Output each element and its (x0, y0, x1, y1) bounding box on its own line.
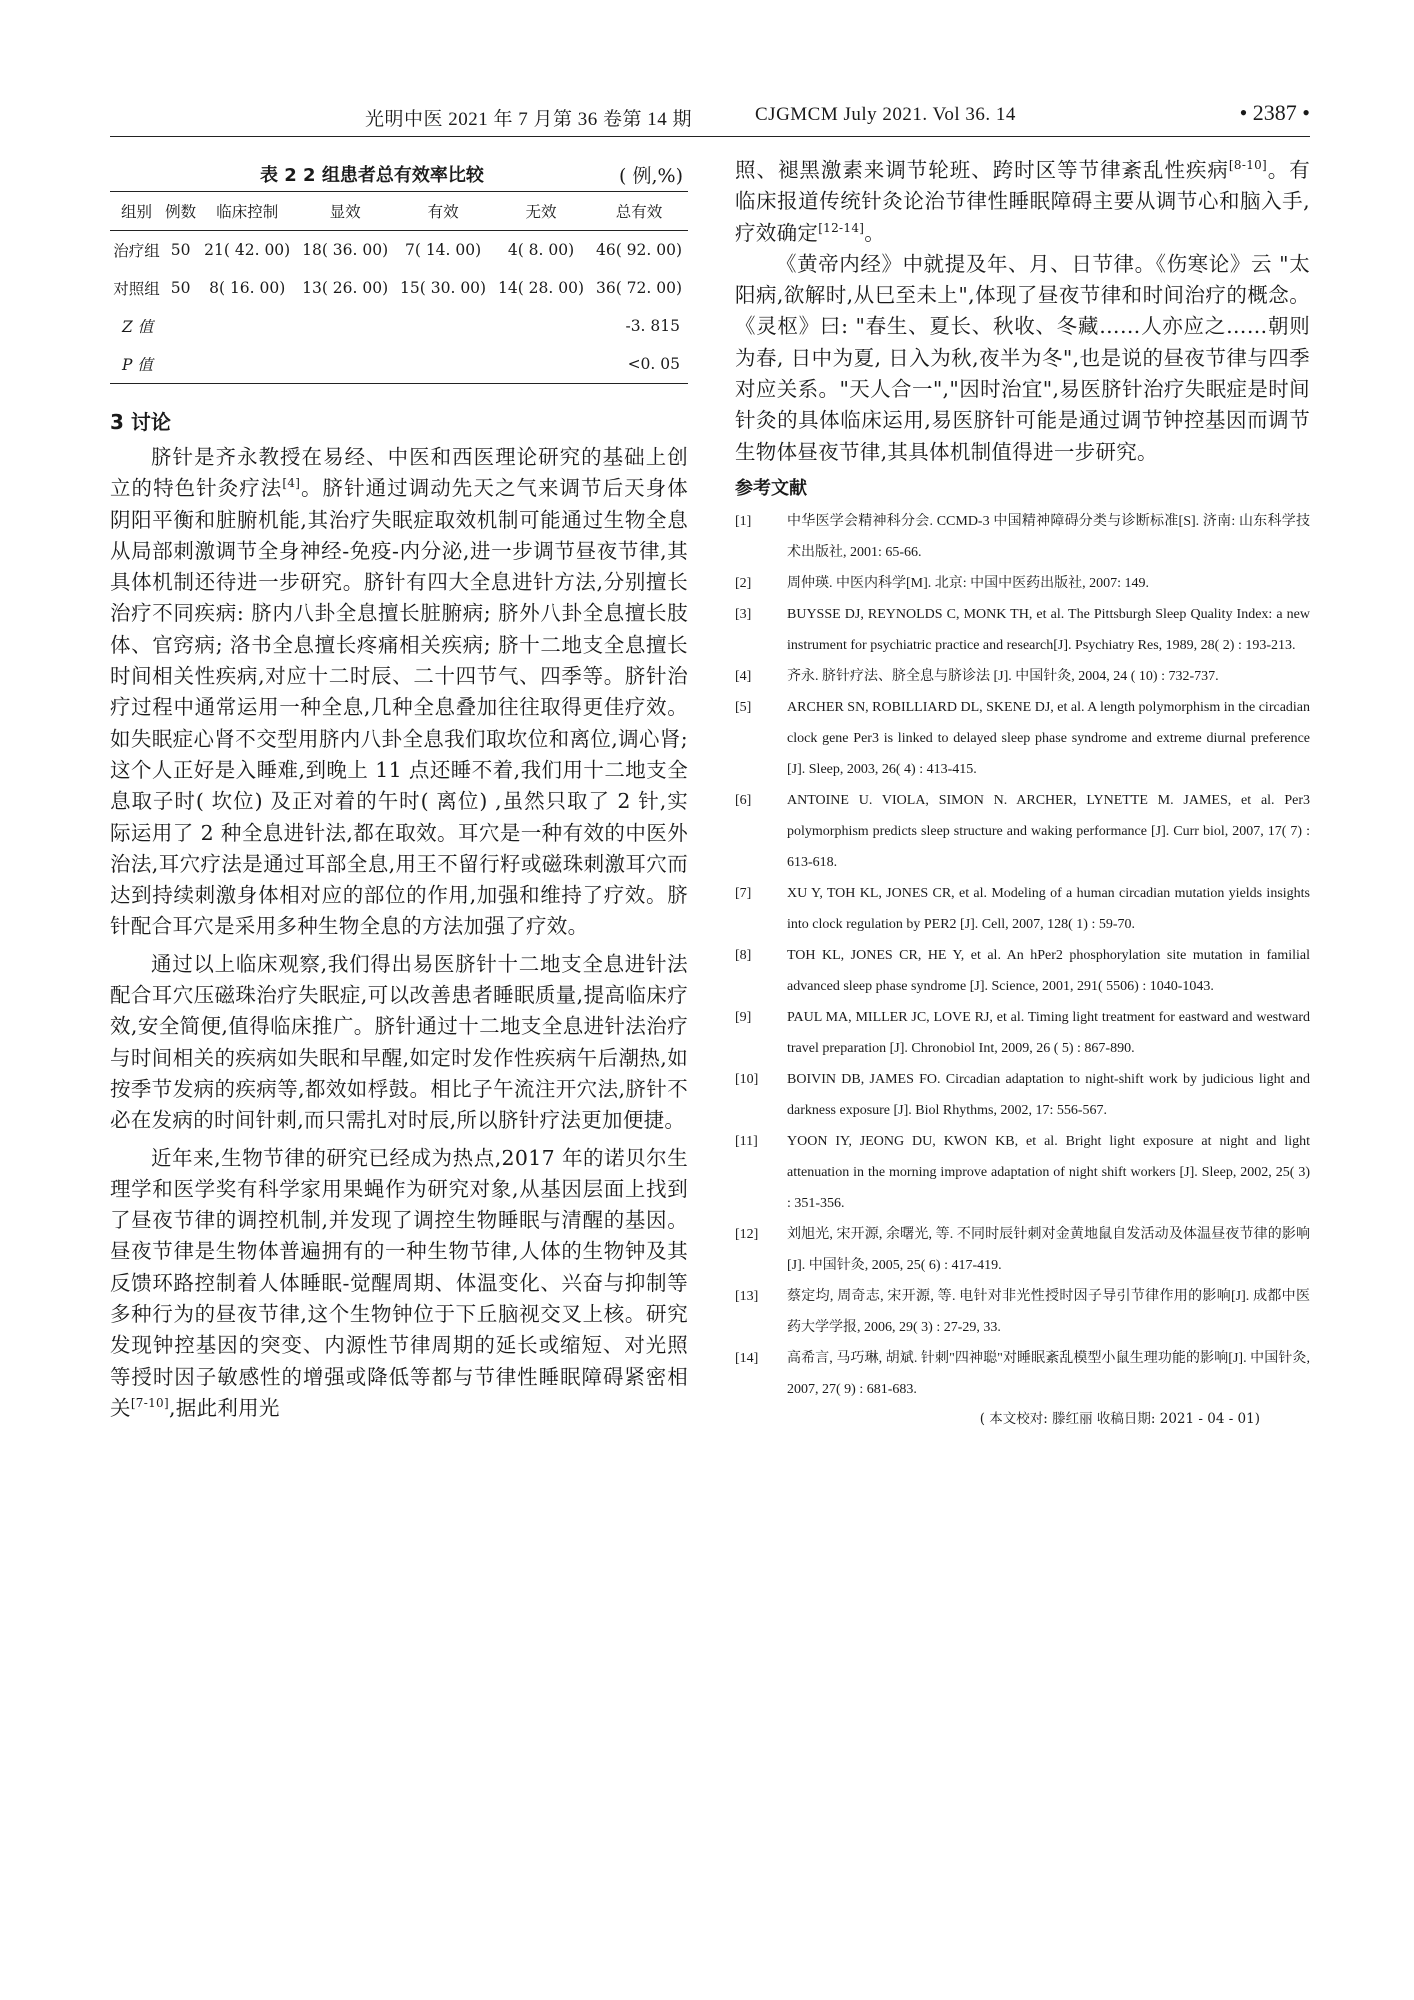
efficacy-table (110, 191, 688, 384)
table-cell: 7( 14. 00) (404, 241, 482, 259)
proofreading-note: ( 本文校对: 滕红丽 收稿日期: 2021 - 04 - 01) (979, 1410, 1260, 1427)
table-cell: 50 (170, 279, 191, 297)
reference-item: [1] 中华医学会精神科分会. CCMD-3 中国精神障碍分类与诊断标准[S]. 济南: 山东科学技术出版社, 2001: 65-66. (735, 513, 1310, 560)
table-header-cell: 总有效 (615, 203, 663, 221)
journal-title-en: CJGMCM July 2021. Vol 36. 14 (755, 104, 1016, 125)
body-paragraph: 近年来,生物节律的研究已经成为热点,2017 年的诺贝尔生理学和医学奖有科学家用果蝇作为研究对象,从基因层面上找到了昼夜节律的调控机制,并发现了调控生物睡眠与清醒的基因。昼夜节律是生物体普遍拥有的一种生物节律,人体的生物钟及其反馈环路控制着人体睡眠-觉醒周期、体温变化、兴奋与抑制等多种行为的昼夜节律,这个生物钟位于下丘脑视交叉上核。研究发现钟控基因的突变、内源性节律周期的延长或缩短、对光照等授时因子敏感性的增强或降低等都与节律性睡眠障碍紧密相关[7-10],据此利用光 (110, 1145, 688, 1420)
reference-item: [13] 蔡定均, 周奇志, 宋开源, 等. 电针对非光性授时因子导引节律作用的影响[J]. 成都中医药大学学报, 2006, 29( 3) : 27-29, 33. (735, 1288, 1310, 1335)
table-cell: 治疗组 (113, 242, 160, 260)
citation: [4] (282, 476, 301, 491)
table-header-cell: 临床控制 (216, 203, 279, 221)
table-header-cell: 无效 (525, 203, 557, 221)
table-header-cell: 组别 (120, 203, 152, 221)
table-cell: 21( 42. 00) (204, 241, 291, 259)
left-column (110, 155, 688, 1424)
table-cell: 46( 92. 00) (595, 241, 683, 259)
reference-item: [2] 周仲瑛. 中医内科学[M]. 北京: 中国中医药出版社, 2007: 149. (735, 575, 1150, 591)
reference-list (735, 506, 1310, 1405)
table-row (110, 269, 688, 307)
z-value: -3. 815 (625, 317, 680, 335)
body-paragraph-continued: 照、褪黑激素来调节轮班、跨时区等节律紊乱性疾病[8-10]。有临床报道传统针灸论治节律性睡眠障碍主要从调节心和脑入手,疗效确定[12-14]。 (735, 158, 1310, 245)
table-cell: 18( 36. 00) (302, 241, 389, 259)
table-cell: 50 (170, 241, 191, 259)
table-cell: 14( 28. 00) (497, 279, 585, 297)
table-header-cell: 显效 (329, 203, 361, 221)
reference-item: [14] 高希言, 马巧琳, 胡斌. 针刺"四神聪"对睡眠紊乱模型小鼠生理功能的影响[J]. 中国针灸, 2007, 27( 9) : 681-683. (735, 1350, 1310, 1397)
body-paragraph: 《黄帝内经》中就提及年、月、日节律。《伤寒论》云 "太阳病,欲解时,从巳至未上",体现了昼夜节律和时间治疗的概念。《灵枢》曰: "春生、夏长、秋收、冬藏……人亦应之……朝则为春, 日中为夏, 日入为秋,夜半为冬",也是说的昼夜节律与四季对应关系。"天人合一","因时治宜",易医脐针治疗失眠症是时间针灸的具体临床运用,易医脐针可能是通过调节钟控基因而调节生物体昼夜节律,其具体机制值得进一步研究。 (735, 251, 1310, 464)
references-heading: 参考文献 (735, 477, 807, 499)
reference-item: [6] ANTOINE U. VIOLA, SIMON N. ARCHER, LYNETTE M. JAMES, et al. Per3 polymorphism predicts sleep structure and waking performance [J]. Curr biol, 2007, 17( 7) : 613-618. (735, 792, 1310, 870)
table-row-z (110, 307, 688, 345)
z-label: Z 值 (122, 318, 154, 336)
running-header (110, 100, 1310, 136)
table-cell: 对照组 (113, 280, 160, 298)
table-title: 表 2 2 组患者总有效率比较 (260, 165, 484, 186)
table-header-cell: 例数 (165, 203, 197, 221)
body-paragraph: 通过以上临床观察,我们得出易医脐针十二地支全息进针法配合耳穴压磁珠治疗失眠症,可以改善患者睡眠质量,提高临床疗效,安全简便,值得临床推广。脐针通过十二地支全息进针法治疗与时间相关的疾病如失眠和早醒,如定时发作性疾病午后潮热,如按季节发病的疾病等,都效如桴鼓。相比子午流注开穴法,脐针不必在发病的时间针刺,而只需扎对时辰,所以脐针疗法更加便捷。 (110, 951, 688, 1133)
citation: [12-14] (818, 220, 865, 235)
body-paragraph: 脐针是齐永教授在易经、中医和西医理论研究的基础上创立的特色针灸疗法[4]。脐针通过调动先天之气来调节后天身体阴阳平衡和脏腑机能,其治疗失眠症取效机制可能通过生物全息从局部刺激调节全身神经-免疫-内分泌,进一步调节昼夜节律,其具体机制还待进一步研究。脐针有四大全息进针方法,分别擅长治疗不同疾病: 脐内八卦全息擅长脏腑病; 脐外八卦全息擅长肢体、官窍病; 洛书全息擅长疼痛相关疾病; 脐十二地支全息擅长时间相关性疾病,对应十二时辰、二十四节气、四季等。脐针治疗过程中通常运用一种全息,几种全息叠加往往取得更佳疗效。如失眠症心肾不交型用脐内八卦全息我们取坎位和离位,调心肾; 这个人正好是入睡难,到晚上 11 点还睡不着,我们用十二地支全息取子时( 坎位) 及正对着的午时( 离位) ,虽然只取了 2 针,实际运用了 2 种全息进针法,都在取效。耳穴是一种有效的中医外治法,耳穴疗法是通过耳部全息,用王不留行籽或磁珠刺激耳穴而达到持续刺激身体相对应的部位的作用,加强和维持了疗效。脐针配合耳穴是采用多种生物全息的方法加强了疗效。 (110, 445, 688, 939)
header-rule (110, 136, 1310, 137)
reference-item: [8] TOH KL, JONES CR, HE Y, et al. An hPer2 phosphorylation site mutation in familial advanced sleep phase syndrome [J]. Science, 2001, 291( 5506) : 1040-1043. (735, 947, 1310, 994)
reference-item: [3] BUYSSE DJ, REYNOLDS C, MONK TH, et al. The Pittsburgh Sleep Quality Index: a new instrument for psychiatric practice and research[J]. Psychiatry Res, 1989, 28( 2) : 193-213. (735, 606, 1310, 653)
reference-item: [7] XU Y, TOH KL, JONES CR, et al. Modeling of a human circadian mutation yields insights into clock regulation by PER2 [J]. Cell, 2007, 128( 1) : 59-70. (735, 885, 1310, 932)
p-value: <0. 05 (627, 355, 680, 373)
citation: [7-10] (130, 1396, 169, 1411)
page-number: • 2387 • (1239, 100, 1310, 125)
reference-item: [10] BOIVIN DB, JAMES FO. Circadian adaptation to night-shift work by judicious light and darkness exposure [J]. Biol Rhythms, 2002, 17: 556-567. (735, 1071, 1310, 1118)
section-heading-discussion: 3 讨论 (110, 410, 171, 434)
table-unit: ( 例,%) (619, 165, 683, 187)
table-caption (110, 155, 688, 191)
table-cell: 8( 16. 00) (209, 279, 286, 297)
table-cell: 4( 8. 00) (507, 241, 575, 259)
p-label: P 值 (122, 356, 153, 374)
table-header-row (110, 192, 688, 231)
journal-title-cn: 光明中医 2021 年 7 月第 36 卷第 14 期 (365, 109, 693, 130)
reference-item: [9] PAUL MA, MILLER JC, LOVE RJ, et al. Timing light treatment for eastward and westward travel preparation [J]. Chronobiol Int, 2009, 26 ( 5) : 867-890. (735, 1009, 1310, 1056)
right-column (735, 155, 1310, 1427)
table-row-p (110, 345, 688, 384)
table-row (110, 231, 688, 270)
reference-item: [11] YOON IY, JEONG DU, KWON KB, et al. Bright light exposure at night and light attenuation in the morning improve adaptation of night shift workers [J]. Sleep, 2002, 25( 3) : 351-356. (735, 1133, 1310, 1211)
table-cell: 36( 72. 00) (595, 279, 683, 297)
reference-item: [5] ARCHER SN, ROBILLIARD DL, SKENE DJ, et al. A length polymorphism in the circadian clock gene Per3 is linked to delayed sleep phase syndrome and extreme diurnal preference [J]. Sleep, 2003, 26( 4) : 413-415. (735, 699, 1311, 777)
reference-item: [12] 刘旭光, 宋开源, 余曙光, 等. 不同时辰针刺对金黄地鼠自发活动及体温昼夜节律的影响 [J]. 中国针灸, 2005, 25( 6) : 417-419. (735, 1226, 1310, 1273)
table-header-cell: 有效 (427, 203, 459, 221)
reference-item: [4] 齐永. 脐针疗法、脐全息与脐诊法 [J]. 中国针灸, 2004, 24 ( 10) : 732-737. (735, 668, 1219, 684)
citation: [8-10] (1228, 158, 1268, 173)
table-cell: 15( 30. 00) (400, 279, 487, 297)
table-cell: 13( 26. 00) (302, 279, 389, 297)
